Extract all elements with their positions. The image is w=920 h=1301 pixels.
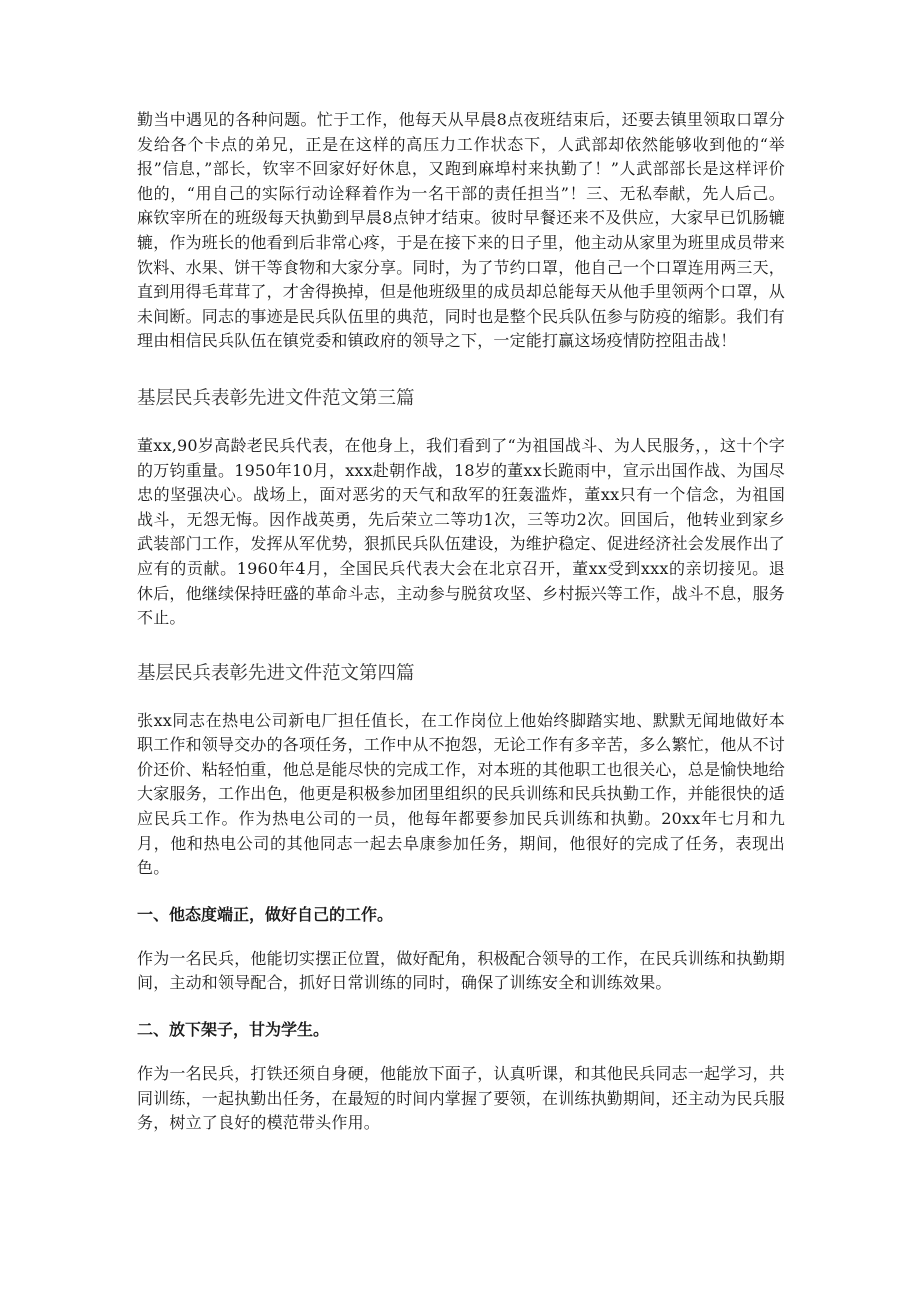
body-paragraph: 董xx,90岁高龄老民兵代表，在他身上，我们看到了“为祖国战斗、为人民服务，，这十个字的万钧重量。1950年10月，xxx赴朝作战，18岁的董xx长跪雨中，宣示出国作战、为国尽忠的坚强决心。战场上，面对恶劣的天气和敌军的狂轰滥炸，董xx只有一个信念，为祖国战斗，无怨无悔。因作战英勇，先后荣立二等功1次，三等功2次。回国后，他转业到家乡武装部门工作，发挥从军优势，狠抓民兵队伍建设，为维护稳定、促进经济社会发展作出了应有的贡献。1960年4月，全国民兵代表大会在北京召开，董xx受到xxx的亲切接见。退休后，他继续保持旺盛的革命斗志，主动参与脱贫攻坚、乡村振兴等工作，战斗不息，服务不止。 <box>137 435 786 628</box>
body-paragraph: 张xx同志在热电公司新电厂担任值长，在工作岗位上他始终脚踏实地、默默无闻地做好本职工作和领导交办的各项任务，工作中从不抱怨，无论工作有多辛苦，多么繁忙，他从不讨价还价、粘轻怕重，他总是能尽快的完成工作，对本班的其他职工也很关心，总是愉快地给大家服务，工作出色，他更是积极参加团里组织的民兵训练和民兵执勤工作，并能很快的适应民兵工作。作为热电公司的一员，他每年都要参加民兵训练和执勤。20xx年七月和九月，他和热电公司的其他同志一起去阜康参加任务，期间，他很好的完成了任务，表现出色。 <box>137 710 786 878</box>
subheading-attitude: 一、他态度端正，做好自己的工作。 <box>137 904 394 924</box>
body-paragraph: 作为一名民兵，他能切实摆正位置，做好配角，积极配合领导的工作，在民兵训练和执勤期间，主动和领导配合，抓好日常训练的同时，确保了训练安全和训练效果。 <box>137 948 786 993</box>
section-heading-3: 基层民兵表彰先进文件范文第三篇 <box>137 387 415 409</box>
body-paragraph: 作为一名民兵，打铁还须自身硬，他能放下面子，认真听课，和其他民兵同志一起学习，共同训练，一起执勤出任务，在最短的时间内掌握了要领，在训练执勤期间，还主动为民兵服务，树立了良好的模范带头作用。 <box>137 1064 786 1133</box>
document-page <box>137 108 785 1136</box>
section-heading-4: 基层民兵表彰先进文件范文第四篇 <box>137 662 415 684</box>
body-paragraph: 勤当中遇见的各种问题。忙于工作，他每天从早晨8点夜班结束后，还要去镇里领取口罩分发给各个卡点的弟兄，正是在这样的高压力工作状态下，人武部却依然能够收到他的“举报”信息，”部长，钦宰不回家好好休息，又跑到麻埠村来执勤了！”人武部部长是这样评价他的，“用自己的实际行动诠释着作为一名干部的责任担当”！三、无私奉献，先人后己。麻钦宰所在的班级每天执勤到早晨8点钟才结束。彼时早餐还来不及供应，大家早已饥肠辘辘，作为班长的他看到后非常心疼，于是在接下来的日子里，他主动从家里为班里成员带来饮料、水果、饼干等食物和大家分享。同时，为了节约口罩，他自己一个口罩连用两三天，直到用得毛茸茸了，才舍得换掉，但是他班级里的成员却总能每天从他手里领两个口罩，从未间断。同志的事迹是民兵队伍里的典范，同时也是整个民兵队伍参与防疫的缩影。我们有理由相信民兵队伍在镇党委和镇政府的领导之下，一定能打赢这场疫情防控阻击战！ <box>137 110 786 351</box>
subheading-humility: 二、放下架子，甘为学生。 <box>137 1020 330 1040</box>
